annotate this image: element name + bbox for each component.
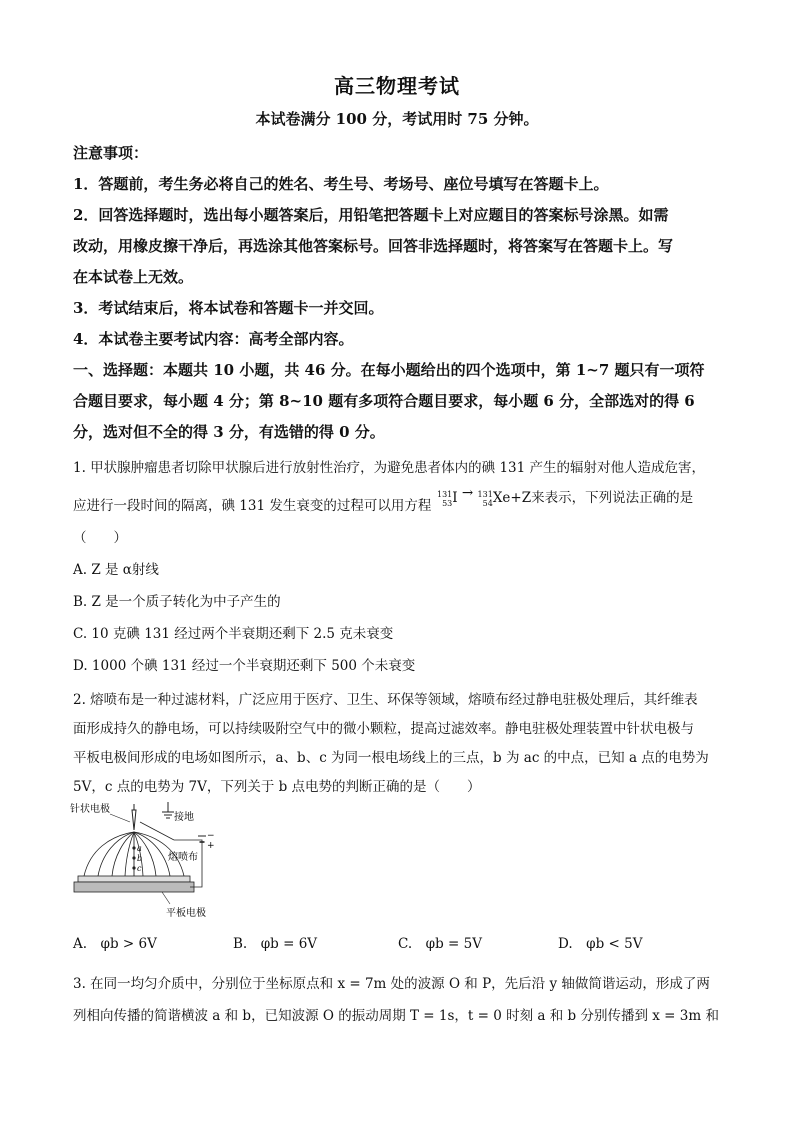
plate-electrode-label: 平板电极 bbox=[166, 908, 206, 919]
meltblown-fabric-layer bbox=[78, 876, 190, 882]
needle-electrode-label: 针状电极 bbox=[70, 804, 110, 815]
point-a bbox=[132, 846, 135, 849]
q1-stem-line-2: 应进行一段时间的隔离，碘 131 发生衰变的过程可以用方程 bbox=[73, 498, 432, 514]
notice-item-2-line-3: 在本试卷上无效。 bbox=[73, 268, 194, 286]
q2-stem-line-2: 面形成持久的静电场，可以持续吸附空气中的微小颗粒，提高过滤效率。静电驻极处理装置中针状电极与 bbox=[73, 721, 694, 737]
page-title: 高三物理考试 bbox=[334, 74, 460, 98]
q1-decay-equation bbox=[437, 486, 693, 508]
eq-particle-z: +Z bbox=[510, 490, 532, 506]
q3-stem-line-1: 3. 在同一均匀介质中，分别位于坐标原点和 x = 7m 处的波源 O 和 P，先后沿 y 轴做简谐运动，形成了两 bbox=[73, 976, 710, 992]
needle-label-leader bbox=[110, 814, 130, 822]
notice-heading: 注意事项： bbox=[73, 144, 149, 162]
exam-info: 本试卷满分 100 分，考试用时 75 分钟。 bbox=[255, 110, 539, 128]
point-a-label: a bbox=[137, 844, 142, 853]
q2-option-b: B. φb = 6V bbox=[233, 936, 318, 952]
section-1-line-3: 分，选对但不全的得 3 分，有选错的得 0 分。 bbox=[73, 423, 385, 441]
notice-item-2-line-2: 改动，用橡皮擦干净后，再选涂其他答案标号。回答非选择题时，将答案写在答题卡上。写 bbox=[73, 237, 674, 255]
plate-label-leader bbox=[162, 892, 170, 904]
q1-stem-line-1: 1. 甲状腺肿瘤患者切除甲状腺后进行放射性治疗，为避免患者体内的碘 131 产生的辐射对他人造成危害， bbox=[73, 460, 706, 476]
notice-item-4: 4．本试卷主要考试内容：高考全部内容。 bbox=[73, 330, 354, 348]
eq-atomic-number-xe: 54 bbox=[482, 498, 493, 508]
eq-mass-number-xe: 131 bbox=[477, 489, 493, 499]
q2-option-d: D. φb < 5V bbox=[558, 936, 643, 952]
q1-stem-line-2-end: 来表示，下列说法正确的是 bbox=[531, 490, 694, 506]
eq-symbol-xe: Xe bbox=[492, 490, 511, 506]
point-b bbox=[132, 856, 135, 859]
notice-item-1: 1．答题前，考生务必将自己的姓名、考生号、考场号、座位号填写在答题卡上。 bbox=[73, 175, 609, 193]
notice-item-3: 3．考试结束后，将本试卷和答题卡一并交回。 bbox=[73, 299, 384, 317]
point-b-label: b bbox=[137, 854, 143, 863]
q2-stem-line-1: 2. 熔喷布是一种过滤材料，广泛应用于医疗、卫生、环保等领域，熔喷布经过静电驻极处理后，其纤维表 bbox=[73, 692, 698, 708]
eq-arrow: → bbox=[461, 485, 474, 501]
q1-option-a: A. Z 是 α射线 bbox=[73, 562, 159, 578]
electrostatic-device-figure bbox=[70, 800, 220, 925]
q2-option-a: A. φb > 6V bbox=[73, 936, 157, 952]
q1-option-d: D. 1000 个碘 131 经过一个半衰期还剩下 500 个未衰变 bbox=[73, 658, 416, 674]
battery-minus-label: − bbox=[207, 831, 215, 841]
fabric-label: 熔喷布 bbox=[168, 852, 198, 863]
point-c-label: c bbox=[137, 864, 142, 873]
section-1-line-1: 一、选择题：本题共 10 小题，共 46 分。在每小题给出的四个选项中，第 1~7 题只有一项符 bbox=[73, 361, 705, 379]
q1-answer-blank: （ ） bbox=[73, 530, 127, 546]
plate-electrode-shape bbox=[74, 882, 194, 892]
field-line bbox=[84, 832, 134, 876]
section-1-line-2: 合题目要求，每小题 4 分；第 8~10 题有多项符合题目要求，每小题 6 分，全部选对的得 6 bbox=[73, 392, 695, 410]
battery-plus-label: + bbox=[207, 841, 215, 851]
q3-stem-line-2: 列相向传播的简谐横波 a 和 b，已知波源 O 的振动周期 T = 1s，t = 0 时刻 a 和 b 分别传播到 x = 3m 和 bbox=[73, 1008, 719, 1024]
q1-option-b: B. Z 是一个质子转化为中子产生的 bbox=[73, 594, 281, 610]
notice-item-2-line-1: 2．回答选择题时，选出每小题答案后，用铅笔把答题卡上对应题目的答案标号涂黑。如需 bbox=[73, 206, 669, 224]
q2-stem-line-3: 平板电极间形成的电场如图所示，a、b、c 为同一根电场线上的三点，b 为 ac 的中点，已知 a 点的电势为 bbox=[73, 750, 709, 766]
point-c bbox=[132, 866, 135, 869]
q1-option-c: C. 10 克碘 131 经过两个半衰期还剩下 2.5 克未衰变 bbox=[73, 626, 394, 642]
field-line bbox=[125, 832, 134, 876]
q2-stem-line-4: 5V，c 点的电势为 7V，下列关于 b 点电势的判断正确的是（ ） bbox=[73, 779, 481, 795]
ground-label: 接地 bbox=[174, 812, 194, 823]
field-line bbox=[98, 832, 134, 876]
eq-mass-number-i: 131 bbox=[437, 489, 453, 499]
q2-option-c: C. φb = 5V bbox=[398, 936, 482, 952]
eq-symbol-i: I bbox=[452, 490, 458, 506]
eq-atomic-number-i: 53 bbox=[442, 498, 453, 508]
field-line bbox=[112, 832, 134, 876]
needle-electrode-shape bbox=[132, 810, 136, 830]
